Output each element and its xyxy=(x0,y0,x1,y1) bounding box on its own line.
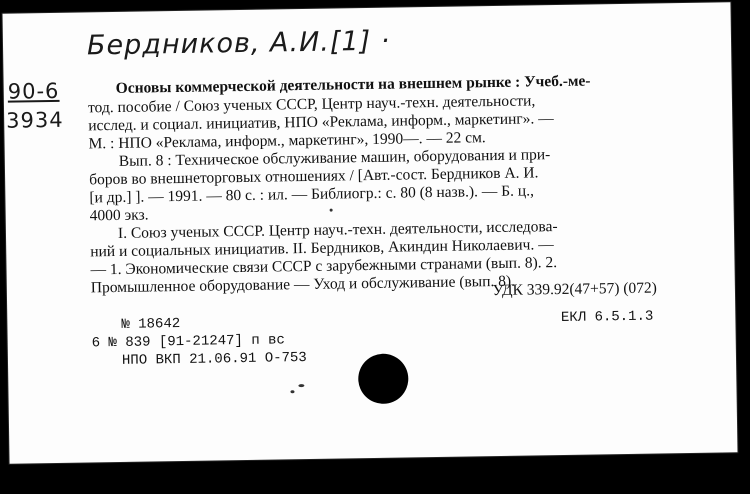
punch-hole xyxy=(358,353,409,404)
record-line: [и др.] ]. — 1991. — 80 с. : ил. — Библиогр.: с. 80 (8 назв.). — Б. ц., xyxy=(89,182,535,207)
record-issue: Вып. 8 : Техническое обслуживание машин, оборудования и при- xyxy=(118,146,551,170)
shelf-mark-top: 90-6 xyxy=(7,78,60,104)
record-title: Основы коммерческой деятельности на внешнем рынке : Учеб.-ме- xyxy=(115,72,591,97)
publisher-code: НПО ВКП 21.06.91 О-753 xyxy=(121,350,307,369)
shelf-mark-bottom: 3934 xyxy=(6,107,64,133)
record-line: 4000 экз. xyxy=(89,206,149,225)
record-line: Промышленное оборудование — Уход и обслуживание (вып. 8). xyxy=(90,272,516,297)
record-number: № 18642 xyxy=(121,315,181,333)
record-imprint: М. : НПО «Реклама, информ., маркетинг», 1990—. — 22 см. xyxy=(88,129,486,153)
record-line: тод. пособие / Союз ученых СССР, Центр науч.-техн. деятельности, xyxy=(87,92,536,117)
ekl-code: ЕКЛ 6.5.1.3 xyxy=(560,308,654,327)
record-line: — 1. Экономические связи СССР с зарубежными странами (вып. 8). 2. xyxy=(90,254,558,279)
ink-speck xyxy=(330,209,333,212)
record-line: ний и социальных инициатив. II. Бердников, Акиндин Николаевич. — xyxy=(90,236,554,261)
record-tracing: I. Союз ученых СССР. Центр науч.-техн. деятельности, исследова- xyxy=(117,218,558,242)
udk-code: УДК 339.92(47+57) (072) xyxy=(492,279,658,300)
handwritten-author: Бердников, А.И.[1] · xyxy=(86,25,391,62)
record-line: исслед. и социал. инициатив, НПО «Реклама, информ., маркетинг». — xyxy=(88,110,554,135)
order-number: 6 № 839 [91-21247] п вс xyxy=(91,332,286,352)
ink-speck xyxy=(290,390,294,393)
ink-speck xyxy=(298,384,304,387)
catalog-card xyxy=(3,2,738,463)
record-line: боров во внешнеторговых отношениях / [Авт.-сост. Бердников А. И. xyxy=(88,164,539,189)
